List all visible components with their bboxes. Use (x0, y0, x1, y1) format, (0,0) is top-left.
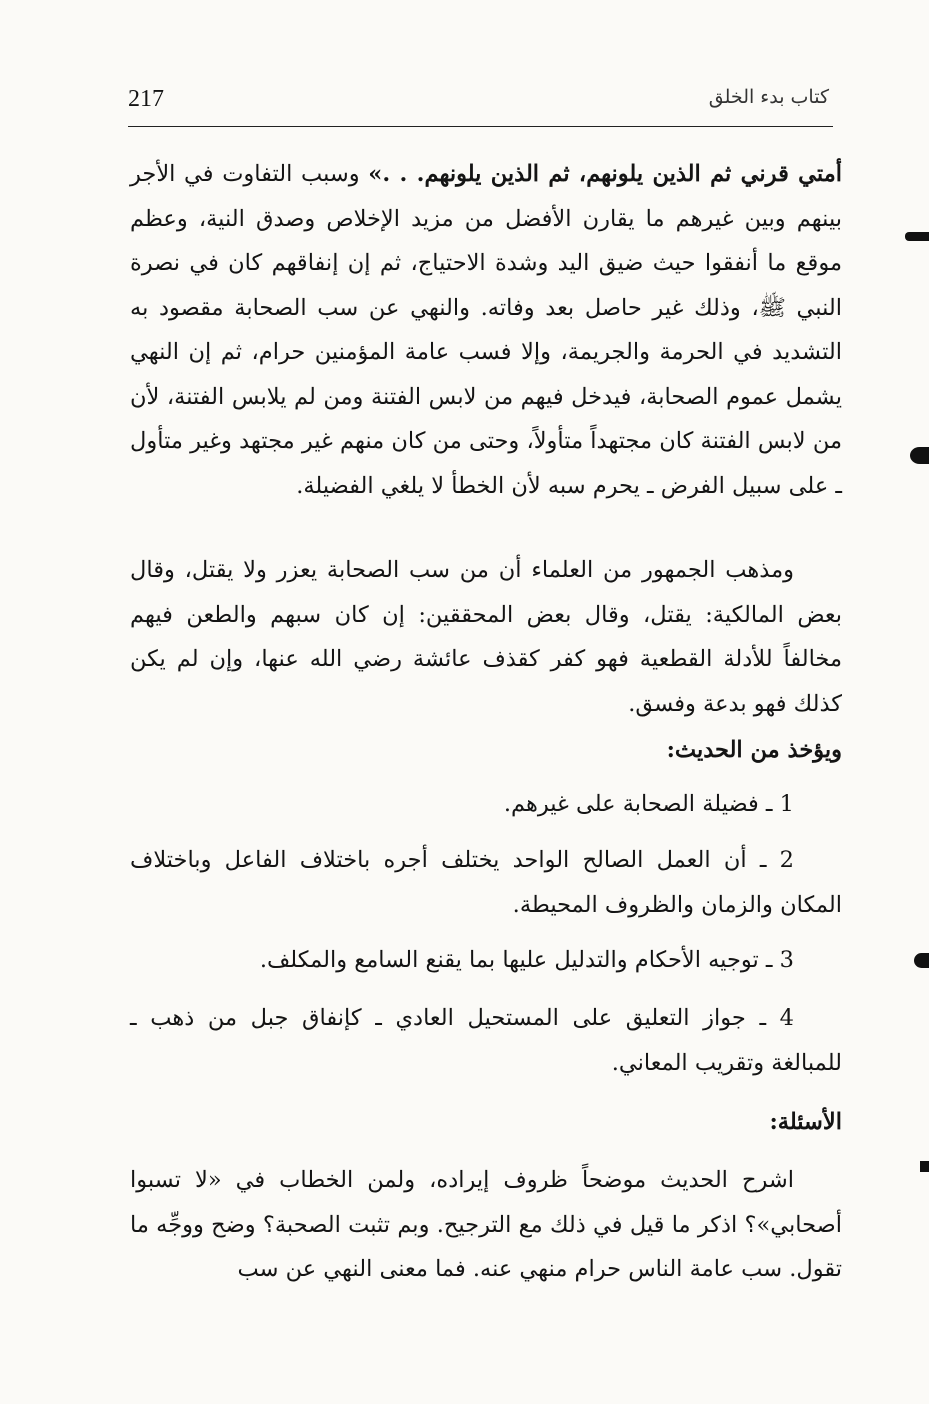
lesson-item-4: 4 ـ جواز التعليق على المستحيل العادي ـ كإنفاق جبل من ذهب ـ للمبالغة وتقريب المعاني. (130, 1005, 842, 1076)
paragraph-2 (130, 548, 842, 726)
margin-mark (920, 1161, 929, 1172)
questions-paragraph: اشرح الحديث موضحاً ظروف إيراده، ولمن الخطاب في «لا تسبوا أصحابي»؟ اذكر ما قيل في ذلك مع الترجيح. وبم تثبت الصحبة؟ وضح ووجِّه ما تقول. سب عامة الناس حرام منهي عنه. فما معنى النهي عن سب (130, 1167, 842, 1282)
header-rule (128, 126, 833, 127)
lesson-item-3: 3 ـ توجيه الأحكام والتدليل عليها بما يقنع السامع والمكلف. (259, 947, 794, 973)
margin-mark (910, 447, 929, 464)
lesson-item-2: 2 ـ أن العمل الصالح الواحد يختلف أجره باختلاف الفاعل وباختلاف المكان والزمان والظروف المحيطة. (130, 847, 842, 918)
questions-heading: الأسئلة: (769, 1109, 842, 1135)
lessons-heading: ويؤخذ من الحديث: (666, 737, 842, 763)
page-header (128, 80, 829, 120)
paragraph-1-text: وسبب التفاوت في الأجر بينهم وبين غيرهم ما يقارن الأفضل من مزيد الإخلاص وصدق النية، وعظم موقع ما أنفقوا حيث ضيق اليد وشدة الاحتياج، ثم إن إنفاقهم كان في نصرة النبي ﷺ، وذلك غير حاصل بعد وفاته. والنهي عن سب الصحابة مقصود به التشديد في الحرمة والجريمة، وإلا فسب عامة المؤمنين حرام، ثم إن النهي يشمل عموم الصحابة، فيدخل فيهم من لابس الفتنة ومن لم يلابس الفتنة، لأن من لابس الفتنة كان مجتهداً متأولاً، وحتى من كان منهم غير مجتهد وغير متأول ـ على سبيل الفرض ـ يحرم سبه لأن الخطأ لا يلغي الفضيلة. (130, 161, 842, 499)
page-number: 217 (128, 86, 164, 112)
paragraph-1 (130, 152, 842, 508)
lesson-item-1: 1 ـ فضيلة الصحابة على غيرهم. (503, 791, 794, 817)
running-title: كتاب بدء الخلق (708, 86, 829, 108)
margin-mark (905, 232, 929, 241)
margin-mark (914, 953, 929, 968)
hadith-quote: أمتي قرني ثم الذين يلونهم، ثم الذين يلونهم. . .» (368, 161, 842, 187)
paragraph-2-text: ومذهب الجمهور من العلماء أن من سب الصحابة يعزر ولا يقتل، وقال بعض المالكية: يقتل، وقال بعض المحققين: إن كان سبهم والطعن فيهم مخالفاً للأدلة القطعية فهو كفر كقذف عائشة رضي الله عنها، وإن لم يكن كذلك فهو بدعة وفسق. (130, 557, 842, 717)
